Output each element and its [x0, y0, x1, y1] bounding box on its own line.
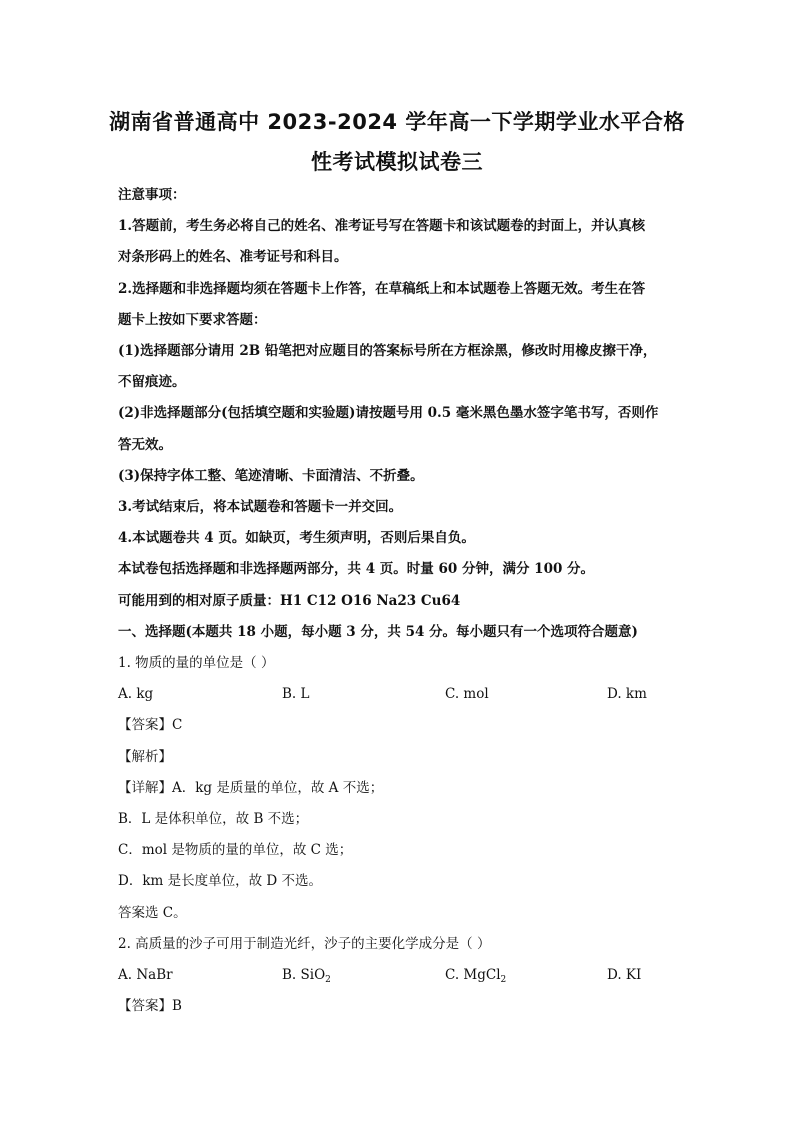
question-1-detail: 答案选 C。	[118, 905, 187, 921]
question-1-stem: 1. 物质的量的单位是（ ）	[118, 655, 275, 671]
question-1-detail: D．km 是长度单位，故 D 不选。	[118, 873, 323, 889]
notice-line: (2)非选择题部分(包括填空题和实验题)请按题号用 0.5 毫米黑色墨水签字笔书写，否则作	[118, 405, 659, 421]
question-2-option-c-subscript: 2	[500, 975, 507, 985]
notice-line: 可能用到的相对原子质量：H1 C12 O16 Na23 Cu64	[118, 593, 461, 609]
question-1-answer: 【答案】C	[118, 717, 183, 733]
notice-line: 题卡上按如下要求答题：	[118, 312, 267, 328]
question-1-detail: 【详解】A．kg 是质量的单位，故 A 不选；	[118, 780, 384, 796]
question-1-option-d: D. km	[607, 686, 647, 702]
question-2-option-c-formula: C. MgCl	[445, 967, 501, 983]
notice-line: 对条形码上的姓名、准考证号和科目。	[118, 249, 348, 265]
question-1-option-c: C. mol	[445, 686, 489, 702]
question-1-detail: C．mol 是物质的量的单位，故 C 选；	[118, 842, 353, 858]
question-2-option-d: D. KI	[607, 967, 642, 983]
notice-heading: 注意事项：	[118, 187, 186, 203]
question-1-detail: B．L 是体积单位，故 B 不选；	[118, 811, 309, 827]
question-1-analysis: 【解析】	[118, 749, 172, 765]
question-2-option-b	[282, 966, 331, 984]
question-2-stem: 2. 高质量的沙子可用于制造光纤，沙子的主要化学成分是（ ）	[118, 936, 491, 952]
question-2-option-b-formula: B. SiO	[282, 967, 326, 983]
question-2-option-b-subscript: 2	[325, 975, 331, 985]
document-title-line-2: 性考试模拟试卷三	[311, 150, 483, 174]
question-1-option-a: A. kg	[118, 686, 154, 702]
notice-line: (1)选择题部分请用 2B 铅笔把对应题目的答案标号所在方框涂黑，修改时用橡皮擦干净，	[118, 343, 657, 359]
question-2-option-c	[445, 966, 506, 984]
notice-line: 本试卷包括选择题和非选择题两部分，共 4 页。时量 60 分钟，满分 100 分。	[118, 561, 595, 577]
question-2-option-a: A. NaBr	[118, 967, 173, 983]
notice-line: 3.考试结束后，将本试题卷和答题卡一并交回。	[118, 499, 403, 515]
notice-line: 2.选择题和非选择题均须在答题卡上作答，在草稿纸上和本试题卷上答题无效。考生在答	[118, 281, 646, 297]
notice-line: 1.答题前，考生务必将自己的姓名、准考证号写在答题卡和该试题卷的封面上，并认真核	[118, 218, 646, 234]
notice-line: 4.本试题卷共 4 页。如缺页，考生须声明，否则后果自负。	[118, 530, 475, 546]
notice-line: 答无效。	[118, 437, 172, 453]
document-title-line-1: 湖南省普通高中 2023-2024 学年高一下学期学业水平合格	[109, 110, 685, 134]
question-2-answer: 【答案】B	[118, 998, 182, 1014]
notice-line: (3)保持字体工整、笔迹清晰、卡面清洁、不折叠。	[118, 468, 424, 484]
section-heading: 一、选择题(本题共 18 小题，每小题 3 分，共 54 分。每小题只有一个选项符合题意)	[118, 624, 638, 640]
question-1-option-b: B. L	[282, 686, 310, 702]
notice-line: 不留痕迹。	[118, 374, 186, 390]
